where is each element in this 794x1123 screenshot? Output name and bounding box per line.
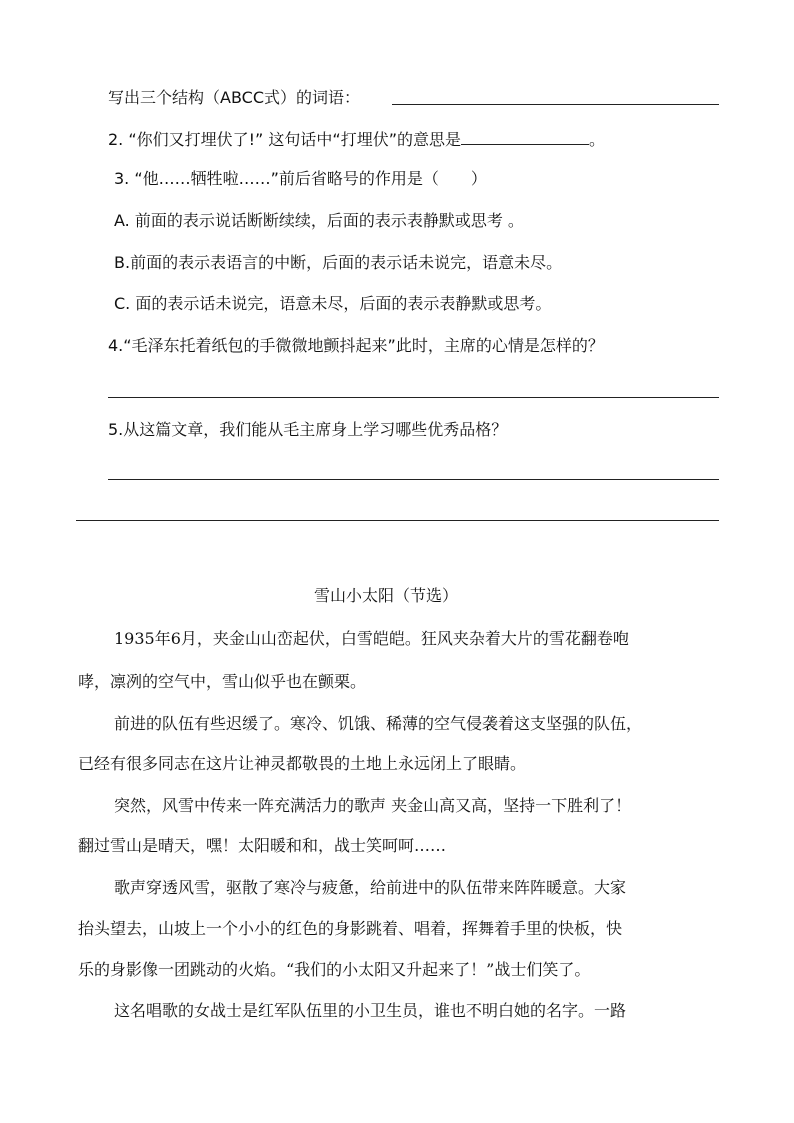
question-1-prompt xyxy=(108,87,360,109)
question-3-option-b: B.前面的表示表语言的中断，后面的表示话未说完，语意未尽。 xyxy=(114,253,563,272)
passage-line: 歌声穿透风雪，驱散了寒冷与疲惫，给前进中的队伍带来阵阵暖意。大家 xyxy=(114,878,627,897)
question-1-label: 写出三个结构（ABCC式）的词语： xyxy=(108,88,360,107)
question-2 xyxy=(108,128,605,151)
passage-line: 乐的身影像一团跳动的火焰。“我们的小太阳又升起来了！”战士们笑了。 xyxy=(78,960,591,979)
passage-line: 这名唱歌的女战士是红军队伍里的小卫生员，谁也不明白她的名字。一路 xyxy=(114,1001,627,1020)
passage-line: 哮，凛冽的空气中，雪山似乎也在颤栗。 xyxy=(78,672,367,691)
question-2-text: 2. “你们又打埋伏了!” 这句话中“打埋伏”的意思是 xyxy=(108,130,462,149)
question-2-answer-blank[interactable] xyxy=(461,128,589,145)
passage-line: 翻过雪山是晴天，嘿！太阳暖和和，战士笑呵呵…… xyxy=(78,836,447,855)
passage-line: 已经有很多同志在这片让神灵都敬畏的土地上永远闭上了眼睛。 xyxy=(78,754,527,773)
question-4: 4.“毛泽东托着纸包的手微微地颤抖起来”此时，主席的心情是怎样的？ xyxy=(108,336,604,355)
question-5-answer-line[interactable] xyxy=(108,479,719,480)
question-2-period: 。 xyxy=(589,130,606,149)
question-5: 5.从这篇文章，我们能从毛主席身上学习哪些优秀品格？ xyxy=(108,420,508,439)
section-divider xyxy=(76,520,719,521)
question-3-option-a: A. 前面的表示说话断断续续，后面的表示表静默或思考 。 xyxy=(114,211,524,230)
passage-line: 前进的队伍有些迟缓了。寒冷、饥饿、稀薄的空气侵袭着这支坚强的队伍， xyxy=(114,714,643,733)
question-3-option-c: C. 面的表示话未说完，语意未尽，后面的表示表静默或思考。 xyxy=(114,294,552,313)
passage-line: 1935年6月，夹金山山峦起伏，白雪皑皑。狂风夹杂着大片的雪花翻卷咆 xyxy=(114,629,629,648)
passage-title: 雪山小太阳（节选） xyxy=(314,586,459,605)
question-4-answer-line[interactable] xyxy=(108,397,719,398)
question-3: 3. “他……牺牲啦……”前后省略号的作用是（ ） xyxy=(114,169,487,188)
passage-line: 突然，风雪中传来一阵充满活力的歌声 夹金山高又高，坚持一下胜利了！ xyxy=(114,796,632,815)
passage-line: 抬头望去，山坡上一个小小的红色的身影跳着、唱着，挥舞着手里的快板，快 xyxy=(78,919,623,938)
question-1-answer-line[interactable] xyxy=(392,104,719,105)
